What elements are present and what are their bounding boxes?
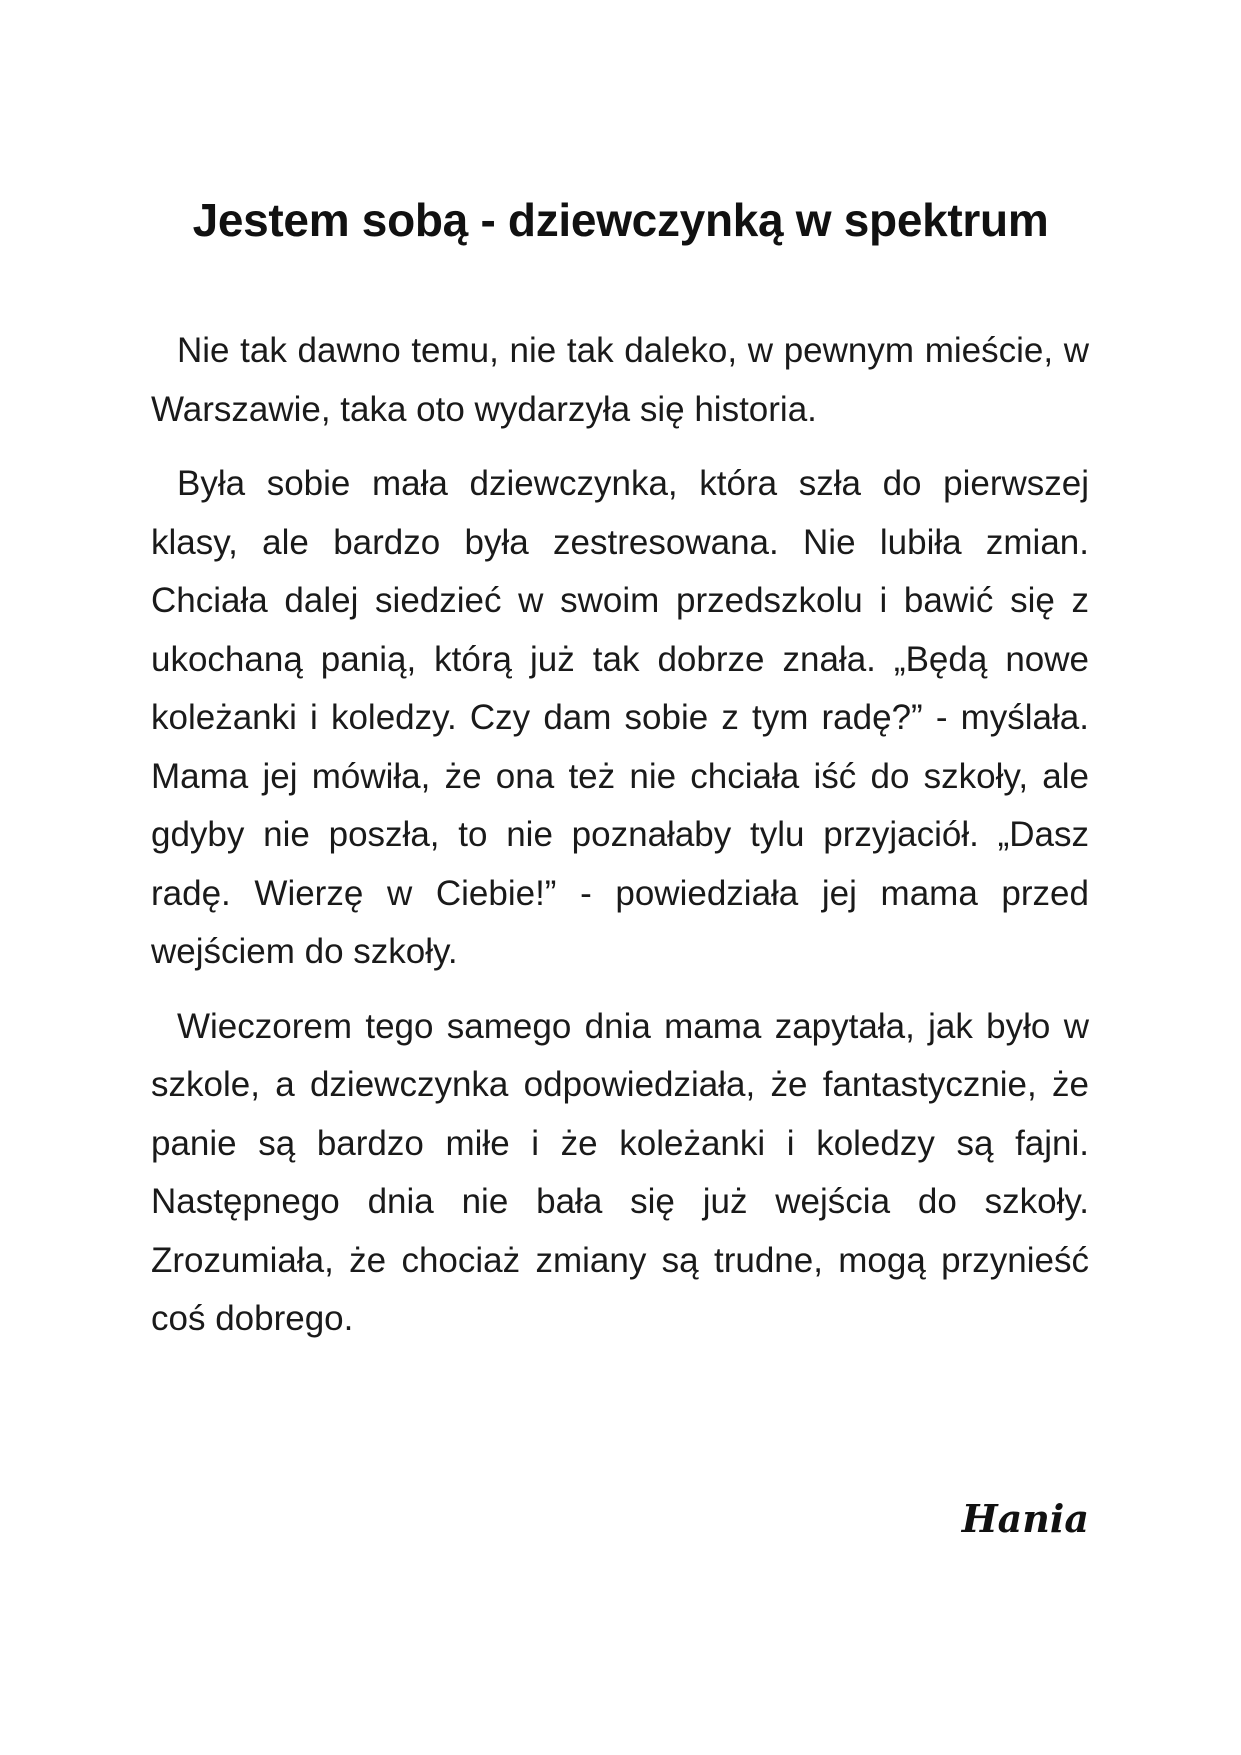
author-signature: Hania	[961, 1496, 1089, 1541]
paragraph-3: Wieczorem tego samego dnia mama zapytała, jak było w szkole, a dziewczynka odpowiedziała, że fantastycznie, że panie są bardzo miłe i że koleżanki i koledzy są fajni. Następnego dnia nie bała się już wejścia do szkoły. Zrozumiała, że chociaż zmiany są trudne, mogą przynieść coś dobrego.	[151, 1006, 1089, 1338]
document-title: Jestem sobą - dziewczynką w spektrum	[192, 194, 1049, 246]
paragraph-1: Nie tak dawno temu, nie tak daleko, w pewnym mieście, w Warszawie, taka oto wydarzyła się historia.	[151, 331, 1089, 429]
paragraph-2: Była sobie mała dziewczynka, która szła do pierwszej klasy, ale bardzo była zestresowana. Nie lubiła zmian. Chciała dalej siedzieć w swoim przedszkolu i bawić się z ukochaną panią, którą już tak dobrze znała. „Będą nowe koleżanki i koledzy. Czy dam sobie z tym radę?” - myślała. Mama jej mówiła, że ona też nie chciała iść do szkoły, ale gdyby nie poszła, to nie poznałaby tylu przyjaciół. „Dasz radę. Wierzę w Ciebie!” - powiedziała jej mama przed wejściem do szkoły.	[151, 464, 1089, 971]
story-body	[151, 322, 1089, 1365]
